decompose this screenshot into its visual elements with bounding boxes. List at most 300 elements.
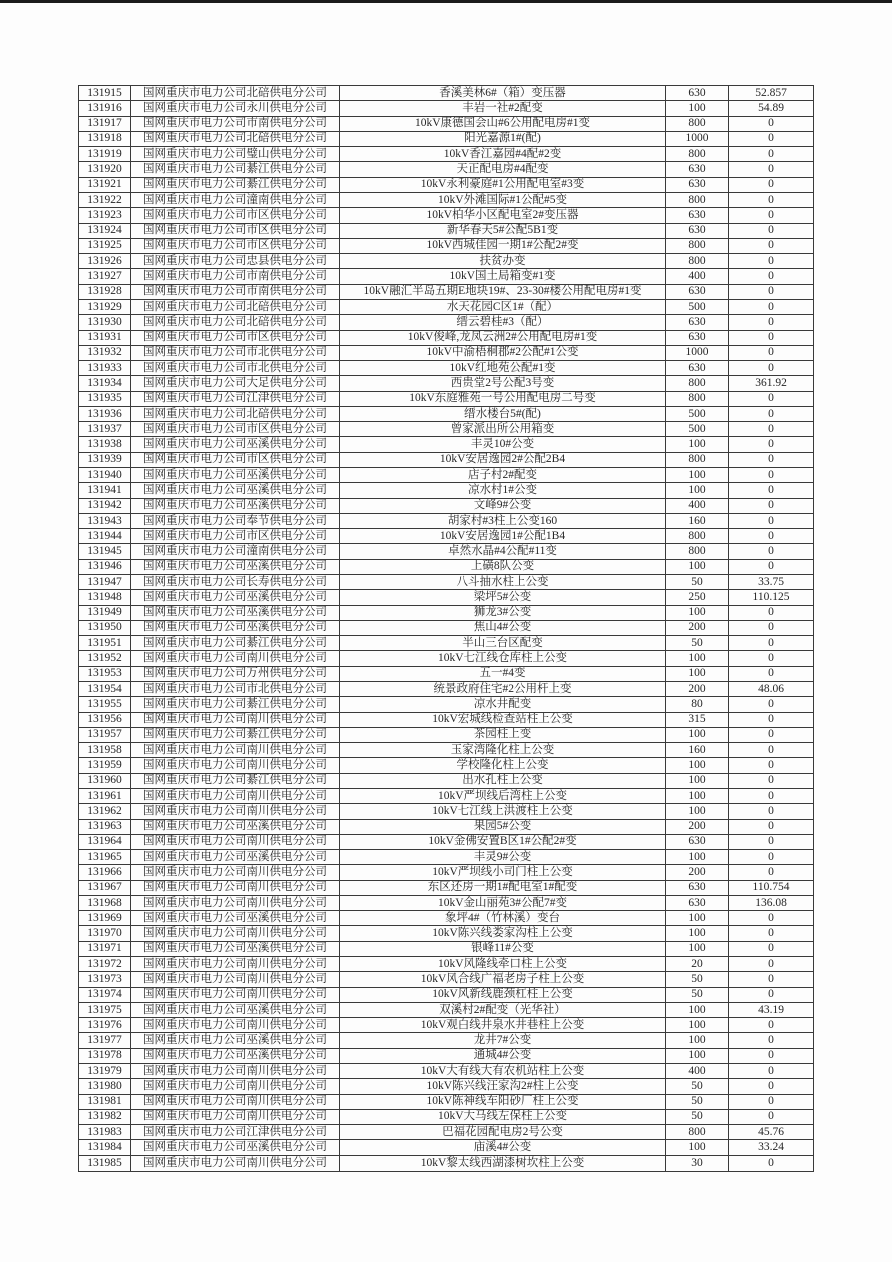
capacity-kva-cell: 100 [666,651,729,666]
capacity-kva-cell: 200 [666,681,729,696]
company-cell: 国网重庆市电力公司璧山供电分公司 [131,147,340,162]
capacity-kva-cell: 400 [666,269,729,284]
capacity-kva-cell: 100 [666,773,729,788]
row-id-cell: 131962 [79,804,131,819]
device-name-cell: 学校隆化柱上公变 [340,758,666,773]
row-id-cell: 131935 [79,391,131,406]
power-value-cell: 136.08 [729,895,814,910]
device-name-cell: 果园5#公变 [340,819,666,834]
device-name-cell: 10kV风隆线牵口柱上公变 [340,957,666,972]
device-name-cell: 通城4#公变 [340,1048,666,1063]
row-id-cell: 131976 [79,1018,131,1033]
device-name-cell: 茶园柱上变 [340,727,666,742]
table-row [79,422,814,437]
capacity-kva-cell: 800 [666,254,729,269]
device-name-cell: 扶贫办变 [340,254,666,269]
row-id-cell: 131974 [79,987,131,1002]
power-value-cell: 48.06 [729,681,814,696]
power-value-cell: 33.75 [729,575,814,590]
power-value-cell: 0 [729,345,814,360]
table-row [79,559,814,574]
power-value-cell: 0 [729,177,814,192]
row-id-cell: 131967 [79,880,131,895]
table-row [79,284,814,299]
row-id-cell: 131928 [79,284,131,299]
row-id-cell: 131971 [79,941,131,956]
device-name-cell: 10kV俊峰,龙凤云洲2#公用配电房#1变 [340,330,666,345]
row-id-cell: 131936 [79,406,131,421]
device-name-cell: 10kV安居逸园1#公配1B4 [340,529,666,544]
device-name-cell: 天正配电房#4配变 [340,162,666,177]
device-name-cell: 狮龙3#公变 [340,605,666,620]
company-cell: 国网重庆市电力公司江津供电分公司 [131,391,340,406]
device-name-cell: 10kV安居逸园2#公配2B4 [340,452,666,467]
capacity-kva-cell: 50 [666,636,729,651]
row-id-cell: 131983 [79,1125,131,1140]
company-cell: 国网重庆市电力公司巫溪供电分公司 [131,437,340,452]
capacity-kva-cell: 630 [666,223,729,238]
power-value-cell: 0 [729,941,814,956]
power-value-cell: 0 [729,223,814,238]
company-cell: 国网重庆市电力公司市北供电分公司 [131,681,340,696]
table-row [79,926,814,941]
table-row [79,957,814,972]
power-value-cell: 0 [729,361,814,376]
row-id-cell: 131949 [79,605,131,620]
device-name-cell: 香溪美林6#（箱）变压器 [340,86,666,101]
power-value-cell: 0 [729,406,814,421]
company-cell: 国网重庆市电力公司潼南供电分公司 [131,192,340,207]
power-value-cell: 0 [729,116,814,131]
row-id-cell: 131930 [79,315,131,330]
device-name-cell: 10kV大马线左保柱上公变 [340,1109,666,1124]
company-cell: 国网重庆市电力公司奉节供电分公司 [131,513,340,528]
device-name-cell: 双溪村2#配变（光华社） [340,1002,666,1017]
power-value-cell: 0 [729,926,814,941]
power-value-cell: 0 [729,452,814,467]
company-cell: 国网重庆市电力公司巫溪供电分公司 [131,850,340,865]
company-cell: 国网重庆市电力公司巫溪供电分公司 [131,1048,340,1063]
row-id-cell: 131948 [79,590,131,605]
table-row [79,513,814,528]
company-cell: 国网重庆市电力公司北碚供电分公司 [131,299,340,314]
table-row [79,1002,814,1017]
table-row [79,86,814,101]
row-id-cell: 131952 [79,651,131,666]
row-id-cell: 131921 [79,177,131,192]
power-value-cell: 0 [729,788,814,803]
capacity-kva-cell: 100 [666,468,729,483]
capacity-kva-cell: 100 [666,911,729,926]
table-row [79,987,814,1002]
capacity-kva-cell: 20 [666,957,729,972]
power-value-cell: 0 [729,666,814,681]
company-cell: 国网重庆市电力公司潼南供电分公司 [131,544,340,559]
power-value-cell: 361.92 [729,376,814,391]
capacity-kva-cell: 100 [666,1018,729,1033]
device-name-cell: 10kV风合线广福老房子柱上公变 [340,972,666,987]
company-cell: 国网重庆市电力公司南川供电分公司 [131,1094,340,1109]
capacity-kva-cell: 800 [666,544,729,559]
power-value-cell: 0 [729,1064,814,1079]
device-name-cell: 10kV东庭雅苑一号公用配电房二号变 [340,391,666,406]
table-row [79,437,814,452]
capacity-kva-cell: 800 [666,1125,729,1140]
power-value-cell: 0 [729,513,814,528]
table-row [79,575,814,590]
table-row [79,406,814,421]
company-cell: 国网重庆市电力公司市区供电分公司 [131,422,340,437]
power-value-cell: 0 [729,1079,814,1094]
table-row [79,101,814,116]
device-name-cell: 10kV大有线大有农机站柱上公变 [340,1064,666,1079]
device-name-cell: 10kV观白线井泉水井巷柱上公变 [340,1018,666,1033]
power-value-cell: 0 [729,147,814,162]
device-name-cell: 五一#4变 [340,666,666,681]
company-cell: 国网重庆市电力公司南川供电分公司 [131,957,340,972]
capacity-kva-cell: 100 [666,941,729,956]
company-cell: 国网重庆市电力公司忠县供电分公司 [131,254,340,269]
capacity-kva-cell: 800 [666,391,729,406]
table-row [79,238,814,253]
device-name-cell: 缙云碧桂#3（配） [340,315,666,330]
power-value-cell: 0 [729,544,814,559]
capacity-kva-cell: 500 [666,299,729,314]
power-value-cell: 0 [729,834,814,849]
company-cell: 国网重庆市电力公司市区供电分公司 [131,238,340,253]
table-row [79,223,814,238]
capacity-kva-cell: 200 [666,865,729,880]
capacity-kva-cell: 160 [666,513,729,528]
device-name-cell: 10kV香江嘉园#4配#2变 [340,147,666,162]
table-row [79,376,814,391]
capacity-kva-cell: 200 [666,620,729,635]
device-name-cell: 10kV国土局箱变#1变 [340,269,666,284]
device-name-cell: 10kV中渝梧桐郡#2公配#1公变 [340,345,666,360]
row-id-cell: 131977 [79,1033,131,1048]
device-name-cell: 八斗抽水柱上公变 [340,575,666,590]
capacity-kva-cell: 500 [666,406,729,421]
capacity-kva-cell: 800 [666,376,729,391]
table-row [79,804,814,819]
row-id-cell: 131970 [79,926,131,941]
row-id-cell: 131918 [79,131,131,146]
power-value-cell: 0 [729,330,814,345]
capacity-kva-cell: 50 [666,987,729,1002]
device-name-cell: 半山三台区配变 [340,636,666,651]
device-name-cell: 龙井7#公变 [340,1033,666,1048]
capacity-kva-cell: 800 [666,147,729,162]
table-row [79,177,814,192]
device-name-cell: 10kV七江线仓库柱上公变 [340,651,666,666]
power-value-cell: 0 [729,1094,814,1109]
row-id-cell: 131945 [79,544,131,559]
capacity-kva-cell: 630 [666,86,729,101]
row-id-cell: 131953 [79,666,131,681]
company-cell: 国网重庆市电力公司巫溪供电分公司 [131,468,340,483]
device-name-cell: 10kV严坝线后湾柱上公变 [340,788,666,803]
power-value-cell: 0 [729,529,814,544]
capacity-kva-cell: 160 [666,743,729,758]
capacity-kva-cell: 200 [666,819,729,834]
row-id-cell: 131917 [79,116,131,131]
capacity-kva-cell: 100 [666,1033,729,1048]
row-id-cell: 131981 [79,1094,131,1109]
power-value-cell: 0 [729,1155,814,1171]
power-value-cell: 54.89 [729,101,814,116]
power-value-cell: 0 [729,743,814,758]
row-id-cell: 131926 [79,254,131,269]
company-cell: 国网重庆市电力公司市北供电分公司 [131,345,340,360]
capacity-kva-cell: 80 [666,697,729,712]
company-cell: 国网重庆市电力公司南川供电分公司 [131,743,340,758]
power-value-cell: 0 [729,208,814,223]
row-id-cell: 131942 [79,498,131,513]
capacity-kva-cell: 630 [666,895,729,910]
company-cell: 国网重庆市电力公司南川供电分公司 [131,972,340,987]
table-row [79,651,814,666]
company-cell: 国网重庆市电力公司南川供电分公司 [131,880,340,895]
capacity-kva-cell: 800 [666,192,729,207]
capacity-kva-cell: 100 [666,483,729,498]
table-row [79,712,814,727]
device-name-cell: 象坪4#（竹林溪）变台 [340,911,666,926]
table-row [79,834,814,849]
company-cell: 国网重庆市电力公司巫溪供电分公司 [131,559,340,574]
table-row [79,452,814,467]
row-id-cell: 131968 [79,895,131,910]
power-value-cell: 0 [729,162,814,177]
power-value-cell: 0 [729,437,814,452]
company-cell: 国网重庆市电力公司北碚供电分公司 [131,315,340,330]
table-row [79,1064,814,1079]
table-row [79,1033,814,1048]
table-row [79,819,814,834]
power-value-cell: 0 [729,758,814,773]
capacity-kva-cell: 50 [666,575,729,590]
capacity-kva-cell: 630 [666,330,729,345]
company-cell: 国网重庆市电力公司市北供电分公司 [131,361,340,376]
capacity-kva-cell: 100 [666,727,729,742]
device-name-cell: 梁坪5#公变 [340,590,666,605]
company-cell: 国网重庆市电力公司北碚供电分公司 [131,86,340,101]
row-id-cell: 131984 [79,1140,131,1155]
table-row [79,131,814,146]
table-row [79,773,814,788]
capacity-kva-cell: 100 [666,1002,729,1017]
power-value-cell: 45.76 [729,1125,814,1140]
capacity-kva-cell: 100 [666,758,729,773]
device-name-cell: 10kV严坝线小司门柱上公变 [340,865,666,880]
table-row [79,544,814,559]
capacity-kva-cell: 30 [666,1155,729,1171]
capacity-kva-cell: 630 [666,315,729,330]
power-value-cell: 0 [729,299,814,314]
transformer-table-body [79,86,814,1172]
table-row [79,361,814,376]
company-cell: 国网重庆市电力公司綦江供电分公司 [131,727,340,742]
capacity-kva-cell: 100 [666,926,729,941]
table-row [79,972,814,987]
capacity-kva-cell: 100 [666,666,729,681]
row-id-cell: 131919 [79,147,131,162]
device-name-cell: 10kV康德国会山#6公用配电房#1变 [340,116,666,131]
power-value-cell: 0 [729,422,814,437]
capacity-kva-cell: 800 [666,452,729,467]
power-value-cell: 0 [729,697,814,712]
device-name-cell: 凉水井配变 [340,697,666,712]
row-id-cell: 131943 [79,513,131,528]
device-name-cell: 10kV陈兴线汪家沟2#柱上公变 [340,1079,666,1094]
table-row [79,697,814,712]
table-row [79,911,814,926]
table-row [79,1125,814,1140]
company-cell: 国网重庆市电力公司永川供电分公司 [131,101,340,116]
power-value-cell: 0 [729,1048,814,1063]
device-name-cell: 焦山4#公变 [340,620,666,635]
company-cell: 国网重庆市电力公司南川供电分公司 [131,834,340,849]
device-name-cell: 庙溪4#公变 [340,1140,666,1155]
company-cell: 国网重庆市电力公司市区供电分公司 [131,330,340,345]
company-cell: 国网重庆市电力公司巫溪供电分公司 [131,605,340,620]
company-cell: 国网重庆市电力公司綦江供电分公司 [131,177,340,192]
row-id-cell: 131934 [79,376,131,391]
capacity-kva-cell: 50 [666,1109,729,1124]
company-cell: 国网重庆市电力公司南川供电分公司 [131,1018,340,1033]
row-id-cell: 131951 [79,636,131,651]
table-row [79,483,814,498]
power-value-cell: 0 [729,1018,814,1033]
device-name-cell: 10kV七江线上洪渡柱上公变 [340,804,666,819]
row-id-cell: 131940 [79,468,131,483]
row-id-cell: 131931 [79,330,131,345]
company-cell: 国网重庆市电力公司南川供电分公司 [131,865,340,880]
company-cell: 国网重庆市电力公司巫溪供电分公司 [131,911,340,926]
row-id-cell: 131960 [79,773,131,788]
device-name-cell: 胡家村#3柱上公变160 [340,513,666,528]
row-id-cell: 131969 [79,911,131,926]
capacity-kva-cell: 100 [666,559,729,574]
company-cell: 国网重庆市电力公司巫溪供电分公司 [131,819,340,834]
power-value-cell: 0 [729,192,814,207]
capacity-kva-cell: 1000 [666,131,729,146]
power-value-cell: 0 [729,468,814,483]
device-name-cell: 丰灵9#公变 [340,850,666,865]
row-id-cell: 131978 [79,1048,131,1063]
company-cell: 国网重庆市电力公司南川供电分公司 [131,651,340,666]
capacity-kva-cell: 630 [666,162,729,177]
row-id-cell: 131925 [79,238,131,253]
row-id-cell: 131958 [79,743,131,758]
device-name-cell: 缙水楼台5#(配) [340,406,666,421]
row-id-cell: 131950 [79,620,131,635]
device-name-cell: 凉水村1#公变 [340,483,666,498]
row-id-cell: 131929 [79,299,131,314]
company-cell: 国网重庆市电力公司巫溪供电分公司 [131,1002,340,1017]
row-id-cell: 131972 [79,957,131,972]
row-id-cell: 131956 [79,712,131,727]
table-row [79,605,814,620]
table-row [79,162,814,177]
power-value-cell: 0 [729,651,814,666]
row-id-cell: 131947 [79,575,131,590]
table-row [79,208,814,223]
company-cell: 国网重庆市电力公司江津供电分公司 [131,1125,340,1140]
capacity-kva-cell: 630 [666,177,729,192]
company-cell: 国网重庆市电力公司市区供电分公司 [131,223,340,238]
company-cell: 国网重庆市电力公司市南供电分公司 [131,116,340,131]
table-row [79,620,814,635]
capacity-kva-cell: 100 [666,437,729,452]
row-id-cell: 131955 [79,697,131,712]
device-name-cell: 10kV宏城线检查站柱上公变 [340,712,666,727]
capacity-kva-cell: 800 [666,529,729,544]
row-id-cell: 131979 [79,1064,131,1079]
company-cell: 国网重庆市电力公司南川供电分公司 [131,895,340,910]
device-name-cell: 阳光嘉源1#(配) [340,131,666,146]
device-name-cell: 卓然水晶#4公配#11变 [340,544,666,559]
row-id-cell: 131915 [79,86,131,101]
power-value-cell: 0 [729,483,814,498]
power-value-cell: 0 [729,254,814,269]
capacity-kva-cell: 100 [666,1048,729,1063]
device-name-cell: 玉家湾隆化柱上公变 [340,743,666,758]
company-cell: 国网重庆市电力公司市南供电分公司 [131,269,340,284]
company-cell: 国网重庆市电力公司巫溪供电分公司 [131,590,340,605]
row-id-cell: 131944 [79,529,131,544]
capacity-kva-cell: 50 [666,1079,729,1094]
power-value-cell: 0 [729,620,814,635]
table-row [79,941,814,956]
company-cell: 国网重庆市电力公司市区供电分公司 [131,452,340,467]
row-id-cell: 131946 [79,559,131,574]
capacity-kva-cell: 100 [666,804,729,819]
company-cell: 国网重庆市电力公司南川供电分公司 [131,1079,340,1094]
power-value-cell: 110.125 [729,590,814,605]
device-name-cell: 10kV外滩国际#1公配#5变 [340,192,666,207]
row-id-cell: 131966 [79,865,131,880]
company-cell: 国网重庆市电力公司南川供电分公司 [131,1064,340,1079]
row-id-cell: 131939 [79,452,131,467]
power-value-cell: 0 [729,911,814,926]
company-cell: 国网重庆市电力公司綦江供电分公司 [131,636,340,651]
table-row [79,1079,814,1094]
capacity-kva-cell: 800 [666,116,729,131]
table-row [79,192,814,207]
table-row [79,727,814,742]
capacity-kva-cell: 400 [666,1064,729,1079]
table-row [79,116,814,131]
device-name-cell: 水天花园C区1#（配） [340,299,666,314]
power-value-cell: 43.19 [729,1002,814,1017]
capacity-kva-cell: 630 [666,880,729,895]
power-value-cell: 0 [729,727,814,742]
capacity-kva-cell: 50 [666,1094,729,1109]
company-cell: 国网重庆市电力公司南川供电分公司 [131,712,340,727]
device-name-cell: 10kV红地苑公配#1变 [340,361,666,376]
capacity-kva-cell: 100 [666,1140,729,1155]
capacity-kva-cell: 100 [666,788,729,803]
device-name-cell: 10kV永利豪庭#1公用配电室#3变 [340,177,666,192]
row-id-cell: 131985 [79,1155,131,1171]
row-id-cell: 131933 [79,361,131,376]
device-name-cell: 丰灵10#公变 [340,437,666,452]
table-row [79,345,814,360]
company-cell: 国网重庆市电力公司綦江供电分公司 [131,697,340,712]
device-name-cell: 10kV柏华小区配电室2#变压器 [340,208,666,223]
capacity-kva-cell: 630 [666,834,729,849]
row-id-cell: 131924 [79,223,131,238]
